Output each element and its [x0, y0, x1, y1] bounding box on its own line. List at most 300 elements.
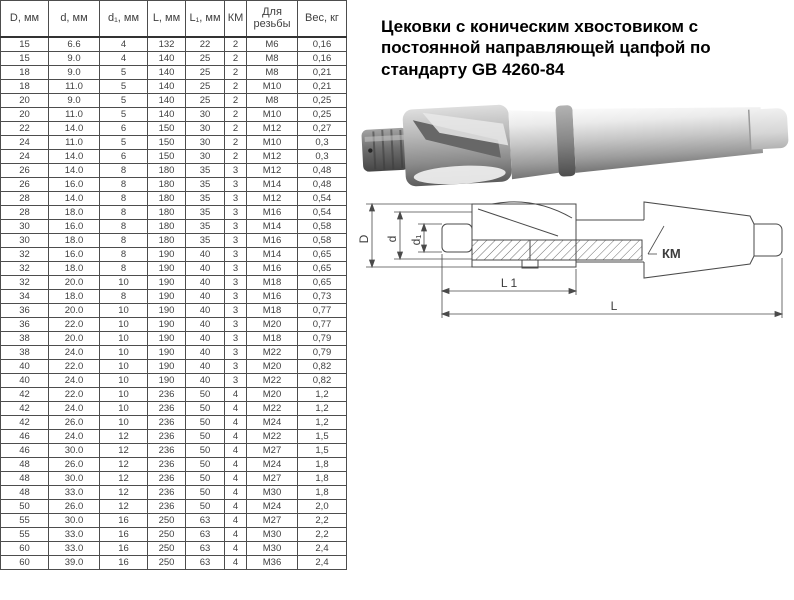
table-cell: 5: [100, 93, 148, 107]
table-cell: 30: [186, 149, 225, 163]
table-cell: 22.0: [49, 317, 100, 331]
spec-table: [0, 0, 347, 570]
table-row: [1, 331, 347, 345]
table-cell: 180: [148, 233, 186, 247]
dim-label-L: L: [610, 299, 618, 313]
table-cell: 42: [1, 401, 49, 415]
table-cell: 18: [1, 65, 49, 79]
table-cell: 38: [1, 331, 49, 345]
table-cell: 8: [100, 163, 148, 177]
table-cell: 250: [148, 527, 186, 541]
table-cell: 1,2: [298, 387, 347, 401]
table-cell: 18: [1, 79, 49, 93]
table-row: [1, 219, 347, 233]
table-cell: 38: [1, 345, 49, 359]
table-cell: М20: [247, 317, 298, 331]
table-cell: 3: [225, 163, 247, 177]
table-cell: 2: [225, 51, 247, 65]
table-cell: 2: [225, 107, 247, 121]
table-cell: М22: [247, 345, 298, 359]
table-cell: М12: [247, 149, 298, 163]
counterbore-photo: [352, 80, 792, 198]
table-cell: 35: [186, 233, 225, 247]
table-row: [1, 359, 347, 373]
table-row: [1, 541, 347, 555]
table-cell: 1,5: [298, 429, 347, 443]
table-cell: 140: [148, 93, 186, 107]
table-cell: 60: [1, 541, 49, 555]
table-cell: 18.0: [49, 205, 100, 219]
table-cell: 2: [225, 79, 247, 93]
table-cell: 26.0: [49, 499, 100, 513]
dim-label-d: d: [385, 235, 399, 243]
table-cell: 1,8: [298, 471, 347, 485]
table-cell: 9.0: [49, 93, 100, 107]
table-row: [1, 121, 347, 135]
table-cell: 30: [186, 135, 225, 149]
table-row: [1, 191, 347, 205]
table-cell: 0,48: [298, 163, 347, 177]
table-cell: 14.0: [49, 121, 100, 135]
table-cell: 16: [100, 527, 148, 541]
table-cell: 16.0: [49, 177, 100, 191]
table-row: [1, 107, 347, 121]
dim-label-KM: КМ: [662, 246, 681, 261]
table-row: [1, 177, 347, 191]
table-cell: 190: [148, 373, 186, 387]
table-cell: 3: [225, 289, 247, 303]
table-cell: 140: [148, 107, 186, 121]
table-cell: 10: [100, 345, 148, 359]
table-cell: 1,2: [298, 401, 347, 415]
table-cell: 0,65: [298, 247, 347, 261]
table-cell: 24: [1, 135, 49, 149]
table-cell: 0,21: [298, 79, 347, 93]
table-cell: 16: [100, 513, 148, 527]
table-cell: М18: [247, 331, 298, 345]
table-cell: 140: [148, 79, 186, 93]
table-cell: 3: [225, 233, 247, 247]
table-cell: М24: [247, 499, 298, 513]
table-cell: 40: [186, 261, 225, 275]
table-cell: 30.0: [49, 471, 100, 485]
table-cell: 4: [225, 541, 247, 555]
table-cell: 8: [100, 289, 148, 303]
table-cell: 32: [1, 261, 49, 275]
table-cell: 10: [100, 387, 148, 401]
table-cell: 15: [1, 51, 49, 65]
table-cell: 190: [148, 275, 186, 289]
table-row: [1, 65, 347, 79]
table-cell: 35: [186, 191, 225, 205]
table-cell: 22.0: [49, 387, 100, 401]
table-cell: 55: [1, 513, 49, 527]
table-cell: 40: [1, 373, 49, 387]
table-cell: 46: [1, 429, 49, 443]
table-row: [1, 555, 347, 569]
table-cell: 5: [100, 135, 148, 149]
table-cell: М12: [247, 121, 298, 135]
table-cell: 190: [148, 317, 186, 331]
dim-label-L1: L 1: [500, 276, 518, 290]
table-cell: М8: [247, 51, 298, 65]
table-cell: 24: [1, 149, 49, 163]
table-cell: 28: [1, 191, 49, 205]
table-cell: 150: [148, 135, 186, 149]
column-header-thread: Для резьбы: [247, 1, 298, 37]
table-cell: 0,16: [298, 37, 347, 52]
table-cell: 30: [186, 107, 225, 121]
table-cell: М30: [247, 485, 298, 499]
table-cell: 24.0: [49, 429, 100, 443]
column-header-d1: d₁, мм: [100, 1, 148, 37]
table-cell: 11.0: [49, 79, 100, 93]
table-cell: 10: [100, 359, 148, 373]
table-cell: 236: [148, 457, 186, 471]
table-cell: 46: [1, 443, 49, 457]
table-cell: 12: [100, 429, 148, 443]
table-cell: 20.0: [49, 275, 100, 289]
table-cell: 0,82: [298, 359, 347, 373]
table-cell: 39.0: [49, 555, 100, 569]
table-cell: 4: [100, 51, 148, 65]
table-cell: 0,79: [298, 345, 347, 359]
table-cell: 8: [100, 233, 148, 247]
counterbore-dimension-diagram: [346, 194, 794, 326]
table-cell: 40: [186, 373, 225, 387]
table-cell: М27: [247, 513, 298, 527]
table-cell: 42: [1, 415, 49, 429]
table-cell: 0,54: [298, 205, 347, 219]
table-cell: 8: [100, 247, 148, 261]
column-header-weight: Вес, кг: [298, 1, 347, 37]
table-cell: 50: [186, 457, 225, 471]
table-cell: 50: [186, 415, 225, 429]
table-cell: 250: [148, 513, 186, 527]
table-cell: 30.0: [49, 513, 100, 527]
table-row: [1, 373, 347, 387]
table-cell: 190: [148, 247, 186, 261]
table-cell: М20: [247, 387, 298, 401]
table-row: [1, 513, 347, 527]
table-cell: 63: [186, 513, 225, 527]
table-cell: 22: [1, 121, 49, 135]
table-cell: 132: [148, 37, 186, 52]
table-cell: М27: [247, 443, 298, 457]
table-cell: 180: [148, 205, 186, 219]
spec-table-body: [1, 37, 347, 570]
table-cell: 35: [186, 205, 225, 219]
table-cell: 2: [225, 121, 247, 135]
table-cell: 26.0: [49, 415, 100, 429]
table-cell: 0,58: [298, 233, 347, 247]
table-cell: 3: [225, 275, 247, 289]
table-cell: 3: [225, 177, 247, 191]
table-cell: 18.0: [49, 233, 100, 247]
table-cell: 24.0: [49, 345, 100, 359]
table-cell: 150: [148, 121, 186, 135]
table-cell: 48: [1, 485, 49, 499]
table-cell: 2: [225, 135, 247, 149]
table-cell: 16.0: [49, 247, 100, 261]
table-cell: 30: [186, 121, 225, 135]
table-row: [1, 401, 347, 415]
table-cell: 0,82: [298, 373, 347, 387]
table-row: [1, 485, 347, 499]
table-cell: 40: [1, 359, 49, 373]
table-cell: 2,0: [298, 499, 347, 513]
table-cell: М8: [247, 93, 298, 107]
table-cell: 8: [100, 191, 148, 205]
table-cell: 2,2: [298, 527, 347, 541]
table-header-row: [1, 1, 347, 37]
table-cell: 8: [100, 261, 148, 275]
table-cell: 10: [100, 373, 148, 387]
table-cell: 48: [1, 471, 49, 485]
table-cell: М27: [247, 471, 298, 485]
table-row: [1, 233, 347, 247]
table-cell: 0,25: [298, 107, 347, 121]
table-cell: 50: [186, 443, 225, 457]
table-cell: 250: [148, 555, 186, 569]
table-cell: М18: [247, 303, 298, 317]
table-cell: 180: [148, 219, 186, 233]
table-cell: 16: [100, 555, 148, 569]
table-cell: М14: [247, 247, 298, 261]
table-cell: 4: [225, 555, 247, 569]
table-cell: 4: [225, 499, 247, 513]
table-cell: 12: [100, 443, 148, 457]
table-cell: 32: [1, 275, 49, 289]
table-cell: 10: [100, 415, 148, 429]
table-cell: 3: [225, 331, 247, 345]
table-cell: 236: [148, 429, 186, 443]
table-cell: 63: [186, 555, 225, 569]
table-cell: 0,65: [298, 261, 347, 275]
table-row: [1, 429, 347, 443]
table-cell: М10: [247, 135, 298, 149]
table-cell: М8: [247, 65, 298, 79]
table-cell: 25: [186, 79, 225, 93]
table-row: [1, 261, 347, 275]
table-cell: 6: [100, 149, 148, 163]
table-cell: 0,25: [298, 93, 347, 107]
table-row: [1, 135, 347, 149]
table-cell: 0,21: [298, 65, 347, 79]
table-cell: 30: [1, 233, 49, 247]
table-cell: 22.0: [49, 359, 100, 373]
table-cell: 22: [186, 37, 225, 52]
table-cell: 14.0: [49, 191, 100, 205]
table-cell: 25: [186, 93, 225, 107]
table-cell: 24.0: [49, 401, 100, 415]
table-row: [1, 471, 347, 485]
table-cell: 33.0: [49, 485, 100, 499]
column-header-d: d, мм: [49, 1, 100, 37]
table-cell: 10: [100, 401, 148, 415]
table-cell: 28: [1, 205, 49, 219]
table-cell: 4: [225, 471, 247, 485]
table-cell: М16: [247, 261, 298, 275]
table-cell: 4: [225, 457, 247, 471]
table-cell: 18.0: [49, 261, 100, 275]
table-cell: М30: [247, 527, 298, 541]
table-cell: 50: [186, 401, 225, 415]
table-cell: 14.0: [49, 149, 100, 163]
table-cell: 50: [186, 429, 225, 443]
table-cell: 16: [100, 541, 148, 555]
table-cell: 3: [225, 345, 247, 359]
table-cell: М24: [247, 457, 298, 471]
table-cell: 3: [225, 219, 247, 233]
table-cell: 5: [100, 79, 148, 93]
table-cell: М36: [247, 555, 298, 569]
table-cell: 9.0: [49, 65, 100, 79]
table-cell: 3: [225, 359, 247, 373]
table-cell: 3: [225, 261, 247, 275]
table-cell: 236: [148, 485, 186, 499]
table-cell: М14: [247, 219, 298, 233]
column-header-D: D, мм: [1, 1, 49, 37]
table-cell: 4: [225, 443, 247, 457]
table-cell: 9.0: [49, 51, 100, 65]
table-cell: 40: [186, 247, 225, 261]
table-cell: 60: [1, 555, 49, 569]
table-cell: 10: [100, 331, 148, 345]
table-cell: 3: [225, 205, 247, 219]
table-cell: 11.0: [49, 107, 100, 121]
table-cell: 6.6: [49, 37, 100, 52]
table-cell: 0,65: [298, 275, 347, 289]
table-cell: 40: [186, 303, 225, 317]
table-cell: 190: [148, 261, 186, 275]
table-row: [1, 345, 347, 359]
tool-outline: [442, 202, 782, 278]
table-cell: 12: [100, 471, 148, 485]
table-cell: 10: [100, 275, 148, 289]
table-cell: 3: [225, 373, 247, 387]
table-cell: 190: [148, 303, 186, 317]
table-cell: 40: [186, 359, 225, 373]
table-cell: 4: [225, 485, 247, 499]
table-row: [1, 289, 347, 303]
dimension-lines: [366, 204, 782, 318]
table-cell: 10: [100, 317, 148, 331]
table-cell: М16: [247, 205, 298, 219]
table-cell: 4: [100, 37, 148, 52]
table-cell: 55: [1, 527, 49, 541]
table-cell: 236: [148, 387, 186, 401]
table-cell: 190: [148, 331, 186, 345]
table-cell: 0,54: [298, 191, 347, 205]
table-row: [1, 275, 347, 289]
table-row: [1, 443, 347, 457]
table-cell: М16: [247, 289, 298, 303]
page-title: Цековки с коническим хвостовиком с постоянной направляющей цапфой по стандарту GB 4260-84: [381, 17, 711, 79]
table-cell: 0,58: [298, 219, 347, 233]
table-cell: М10: [247, 107, 298, 121]
table-cell: 20: [1, 107, 49, 121]
table-cell: 180: [148, 163, 186, 177]
table-cell: 180: [148, 191, 186, 205]
table-row: [1, 149, 347, 163]
table-cell: 63: [186, 541, 225, 555]
table-cell: М10: [247, 79, 298, 93]
table-cell: 63: [186, 527, 225, 541]
table-cell: 12: [100, 485, 148, 499]
table-row: [1, 247, 347, 261]
table-cell: 34: [1, 289, 49, 303]
table-cell: 2: [225, 37, 247, 52]
table-cell: 180: [148, 177, 186, 191]
table-cell: 26.0: [49, 457, 100, 471]
table-cell: 2: [225, 93, 247, 107]
table-cell: 40: [186, 331, 225, 345]
table-cell: М18: [247, 275, 298, 289]
dim-label-D: D: [357, 234, 371, 244]
table-cell: 30: [1, 219, 49, 233]
table-row: [1, 205, 347, 219]
dim-label-d1: d₁: [409, 234, 423, 246]
table-cell: 25: [186, 65, 225, 79]
table-cell: 1,2: [298, 415, 347, 429]
table-cell: 5: [100, 107, 148, 121]
table-cell: 4: [225, 527, 247, 541]
table-cell: 50: [186, 471, 225, 485]
table-cell: 150: [148, 149, 186, 163]
table-cell: 26: [1, 177, 49, 191]
table-cell: 190: [148, 345, 186, 359]
table-cell: 36: [1, 303, 49, 317]
table-cell: М22: [247, 401, 298, 415]
table-row: [1, 527, 347, 541]
table-cell: 2,4: [298, 541, 347, 555]
table-cell: 11.0: [49, 135, 100, 149]
table-cell: 2: [225, 65, 247, 79]
table-cell: 1,8: [298, 457, 347, 471]
table-cell: М22: [247, 373, 298, 387]
table-cell: 250: [148, 541, 186, 555]
table-cell: 0,3: [298, 149, 347, 163]
table-cell: 40: [186, 275, 225, 289]
table-cell: 1,5: [298, 443, 347, 457]
table-cell: 2,2: [298, 513, 347, 527]
table-cell: 15: [1, 37, 49, 52]
table-cell: М12: [247, 163, 298, 177]
table-cell: М20: [247, 359, 298, 373]
table-cell: 0,79: [298, 331, 347, 345]
table-cell: 236: [148, 471, 186, 485]
table-cell: 35: [186, 219, 225, 233]
table-cell: 8: [100, 219, 148, 233]
table-row: [1, 163, 347, 177]
table-cell: 26: [1, 163, 49, 177]
table-cell: 35: [186, 177, 225, 191]
table-cell: 48: [1, 457, 49, 471]
table-cell: 33.0: [49, 527, 100, 541]
table-cell: 32: [1, 247, 49, 261]
table-cell: 0,77: [298, 317, 347, 331]
table-cell: 140: [148, 51, 186, 65]
table-cell: 24.0: [49, 373, 100, 387]
table-cell: 4: [225, 429, 247, 443]
table-cell: 0,48: [298, 177, 347, 191]
table-cell: 4: [225, 415, 247, 429]
table-cell: 4: [225, 387, 247, 401]
tool-photo-group: [360, 90, 789, 189]
table-row: [1, 51, 347, 65]
table-cell: 0,77: [298, 303, 347, 317]
